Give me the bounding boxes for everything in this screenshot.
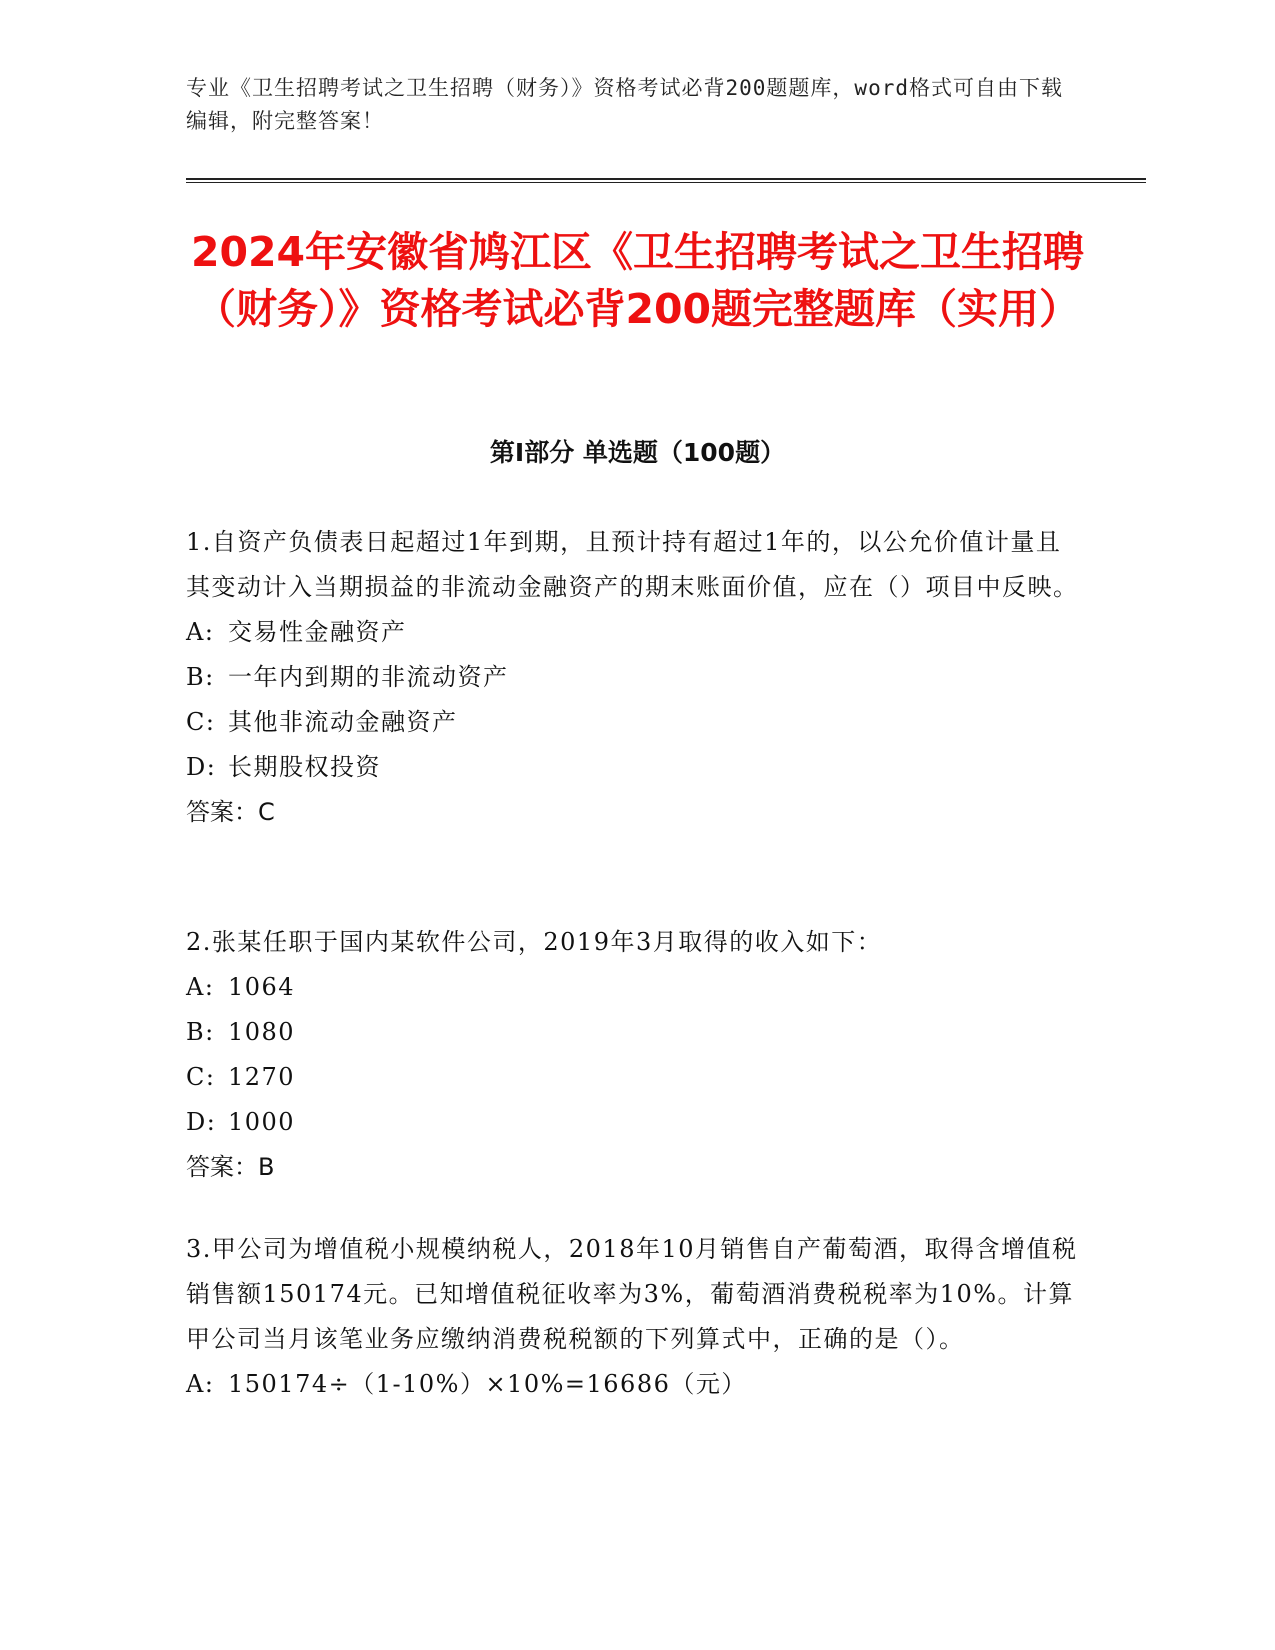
option-key: A: [186, 618, 215, 646]
document-title: 2024年安徽省鸠江区《卫生招聘考试之卫生招聘（财务）》资格考试必背200题完整题库（实用） [190, 228, 1085, 333]
option-b [186, 655, 1086, 700]
question-stem: 3.甲公司为增值税小规模纳税人，2018年10月销售自产葡萄酒，取得含增值税销售额150174元。已知增值税征收率为3%，葡萄酒消费税税率为10%。计算甲公司当月该笔业务应缴纳消费税税额的下列算式中，正确的是（）。 [186, 1235, 1078, 1353]
option-c [186, 1055, 1086, 1100]
option-key: C: [186, 1063, 216, 1091]
option-c [186, 700, 1086, 745]
header-divider-thin [186, 182, 1146, 183]
option-key: C: [186, 708, 216, 736]
option-text: 1080 [228, 1018, 296, 1046]
header-note: 专业《卫生招聘考试之卫生招聘（财务）》资格考试必背200题题库，word格式可自由下载编辑，附完整答案！ [186, 76, 1063, 133]
option-key: B: [186, 1018, 215, 1046]
option-text: 一年内到期的非流动资产 [228, 663, 509, 691]
question-stem: 2.张某任职于国内某软件公司，2019年3月取得的收入如下： [186, 928, 883, 956]
option-text: 150174÷（1-10%）×10%=16686（元） [228, 1370, 747, 1398]
option-text: 其他非流动金融资产 [228, 708, 458, 736]
option-text: 1270 [228, 1063, 296, 1091]
option-a [186, 1362, 1086, 1407]
option-key: A: [186, 973, 215, 1001]
question-1 [186, 520, 1086, 835]
question-3 [186, 1227, 1086, 1407]
option-key: B: [186, 663, 215, 691]
header-divider-thick [186, 178, 1146, 180]
option-d [186, 1100, 1086, 1145]
option-b [186, 1010, 1086, 1055]
option-text: 长期股权投资 [228, 753, 381, 781]
option-text: 交易性金融资产 [228, 618, 407, 646]
section-title: 第I部分 单选题（100题） [489, 438, 786, 467]
answer: 答案：C [186, 798, 275, 826]
question-stem: 1.自资产负债表日起超过1年到期，且预计持有超过1年的，以公允价值计量且其变动计入当期损益的非流动金融资产的期末账面价值，应在（）项目中反映。 [186, 528, 1079, 601]
option-text: 1000 [228, 1108, 296, 1136]
option-key: D: [186, 753, 217, 781]
option-d [186, 745, 1086, 790]
option-key: D: [186, 1108, 217, 1136]
option-key: A: [186, 1370, 215, 1398]
option-text: 1064 [228, 973, 296, 1001]
question-2 [186, 920, 1086, 1190]
option-a [186, 965, 1086, 1010]
answer: 答案：B [186, 1153, 275, 1181]
option-a [186, 610, 1086, 655]
